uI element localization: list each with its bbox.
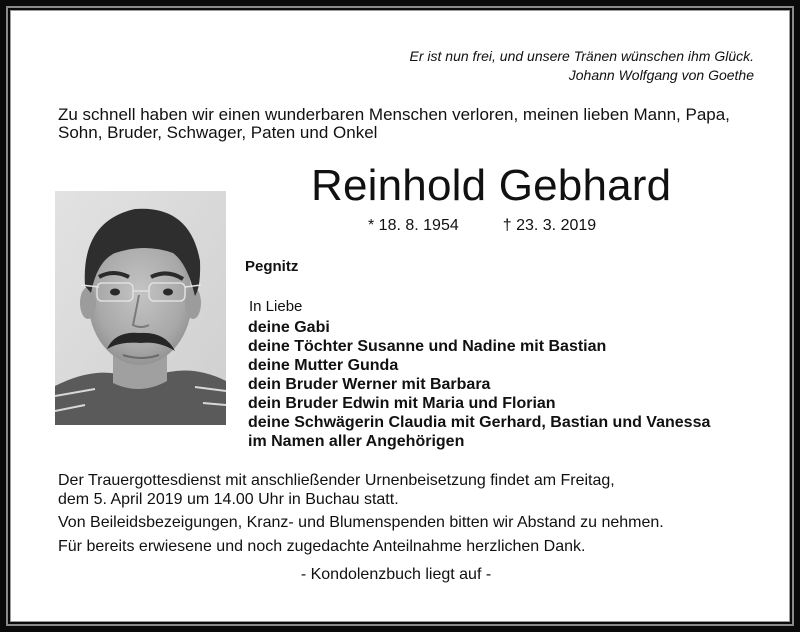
mourner-line: deine Schwägerin Claudia mit Gerhard, Bastian und Vanessa xyxy=(248,414,711,431)
funeral-service-info xyxy=(58,471,615,509)
thanks-note: Für bereits erwiesene und noch zugedachte Anteilnahme herzlichen Dank. xyxy=(58,538,586,555)
mourner-line: im Namen aller Angehörigen xyxy=(248,433,465,450)
condolence-note: Von Beileidsbezeigungen, Kranz- und Blumenspenden bitten wir Abstand zu nehmen. xyxy=(58,514,664,531)
town-name: Pegnitz xyxy=(245,258,299,275)
goethe-quote: Er ist nun frei, und unsere Tränen wünschen ihm Glück. xyxy=(409,48,754,64)
portrait-image xyxy=(55,191,226,425)
death-date: † 23. 3. 2019 xyxy=(502,217,597,234)
condolence-book-note xyxy=(0,565,800,584)
condolence-book-text: - Kondolenzbuch liegt auf - xyxy=(300,566,492,583)
mourner-line: dein Bruder Werner mit Barbara xyxy=(248,376,491,393)
intro-line: Zu schnell haben wir einen wunderbaren Menschen verloren, meinen lieben Mann, Papa, xyxy=(58,105,730,124)
service-line: dem 5. April 2019 um 14.00 Uhr in Buchau statt. xyxy=(58,491,399,508)
deceased-name: Reinhold Gebhard xyxy=(311,161,672,210)
mourners-list xyxy=(248,318,710,451)
portrait-photo xyxy=(55,191,226,425)
mourners-intro: In Liebe xyxy=(249,298,303,315)
intro-line: Sohn, Bruder, Schwager, Paten und Onkel xyxy=(58,123,378,142)
service-line: Der Trauergottesdienst mit anschließender Urnenbeisetzung findet am Freitag, xyxy=(58,472,615,489)
life-dates xyxy=(368,216,596,236)
birth-date: * 18. 8. 1954 xyxy=(368,217,459,234)
mourner-line: deine Töchter Susanne und Nadine mit Bastian xyxy=(248,338,607,355)
mourner-line: deine Mutter Gunda xyxy=(248,357,399,374)
quote-author: Johann Wolfgang von Goethe xyxy=(568,67,754,83)
mourner-line: dein Bruder Edwin mit Maria und Florian xyxy=(248,395,556,412)
intro-text xyxy=(58,106,730,142)
mourner-line: deine Gabi xyxy=(248,319,330,336)
